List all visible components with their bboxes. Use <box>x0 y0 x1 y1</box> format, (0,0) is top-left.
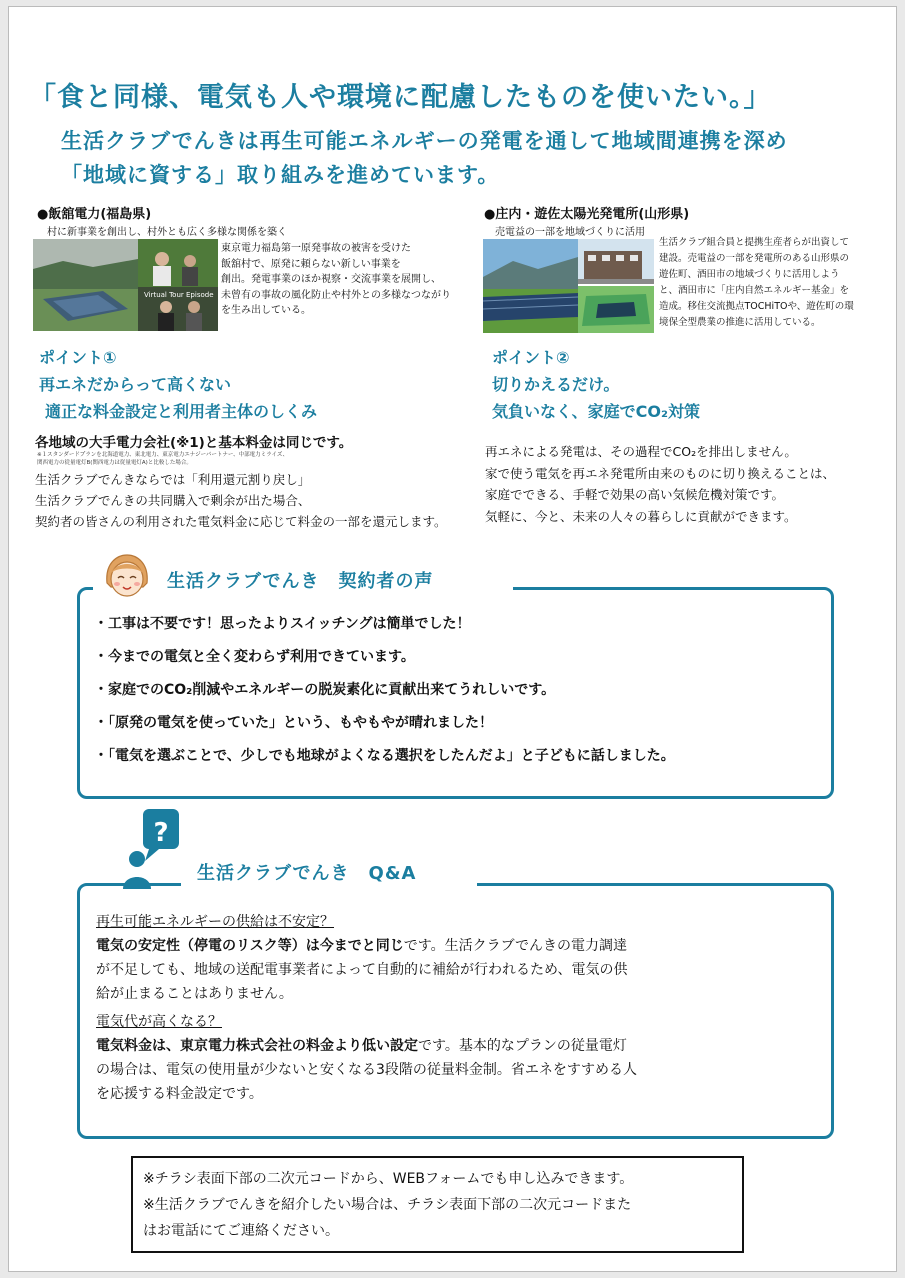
body-line: 気軽に、今と、未来の人々の暮らしに貢献ができます。 <box>485 508 797 524</box>
smiling-woman-icon <box>103 553 151 601</box>
right-photo-solar <box>483 239 578 333</box>
footnote-line: ※１スタンダードプランを北海道電力、東北電力、東京電力エナジーパートナー、中部電力ミライズ、 <box>37 452 289 458</box>
answer-1-text: が不足しても、地域の送配電事業者によって自動的に補給が行われるため、電気の供 <box>96 962 628 978</box>
body-line: 生活クラブでんきの共同購入で剰余が出た場合、 <box>35 493 311 508</box>
point-1-line-2: 適正な料金設定と利用者主体のしくみ <box>45 402 318 421</box>
desc-line: 創出。発電事業のほか視察・交流事業を展開し、 <box>221 274 441 285</box>
desc-line: 飯舘村で、原発に頼らない新しい事業を <box>221 258 401 270</box>
answer-1-text: 給が止まることはありません。 <box>96 986 293 1002</box>
point-1-lead: 各地域の大手電力会社(※1)と基本料金は同じです。 <box>35 435 353 451</box>
desc-line: 未曾有の事故の風化防止や村外との多様なつながり <box>221 289 451 301</box>
answer-2-text: の場合は、電気の使用量が少ないと安くなる3段階の従量料金制。省エネをすすめる人 <box>96 1062 638 1078</box>
desc-line: 生活クラブ組合員と提携生産者らが出資して <box>659 237 850 248</box>
right-photo-building <box>578 239 654 284</box>
voice-item: ・「電気を選ぶことで、少しでも地球がよくなる選択をしたんだよ」と子どもに話しました。 <box>94 748 675 764</box>
voice-item: ・「原発の電気を使っていた」という、もやもやが晴れました！ <box>94 715 493 731</box>
left-site-description <box>221 241 451 319</box>
desc-line: 東京電力福島第一原発事故の被害を受けた <box>221 243 411 254</box>
desc-line: 建設。売電益の一部を発電所のある山形県の <box>659 253 850 264</box>
flyer-page <box>8 6 897 1272</box>
point-2-line-1: 切りかえるだけ。 <box>492 375 620 394</box>
desc-line: 境保全型農業の推進に活用している。 <box>659 317 821 328</box>
right-site-subtitle: 売電益の一部を地域づくりに活用 <box>495 227 645 238</box>
point-1-footnote <box>37 451 288 467</box>
desc-line: 造成。移住交流拠点TOCHiTOや、遊佐町の環 <box>659 301 854 312</box>
svg-text:?: ? <box>153 818 169 848</box>
body-line: 家庭でできる、手軽で効果の高い気候危機対策です。 <box>485 487 785 502</box>
point-1 <box>39 344 317 425</box>
headline: 「食と同様、電気も人や環境に配慮したものを使いたい。」 <box>29 82 772 113</box>
voices-header <box>93 553 513 603</box>
voices-box <box>77 587 834 799</box>
qa-header <box>109 807 489 893</box>
voices-list <box>94 608 675 773</box>
right-site-description <box>659 235 854 331</box>
answer-2 <box>96 1034 816 1058</box>
body-line: 生活クラブでんきならでは「利用還元割り戻し」 <box>35 472 311 487</box>
question-1: 再生可能エネルギーの供給は不安定？ <box>96 914 334 930</box>
question-2: 電気代が高くなる？ <box>96 1014 222 1030</box>
voice-item: ・工事は不要です！思ったよりスイッチングは簡単でした！ <box>94 616 471 632</box>
subheadline-2: 「地域に資する」取り組みを進めています。 <box>61 163 500 187</box>
body-line: 家で使う電気を再エネ発電所由来のものに切り換えることは、 <box>485 465 836 481</box>
qa-box <box>77 883 834 1139</box>
footnote-line: 関西電力の従量電灯B(関西電力は従量電灯A)と比較した場合。 <box>37 460 192 466</box>
answer-2-emphasis: 電気料金は、東京電力株式会社の料金より低い設定 <box>96 1038 418 1054</box>
left-photo-landscape <box>33 239 138 331</box>
note-line: ※生活クラブでんきを紹介したい場合は、チラシ表面下部の二次元コードまた <box>143 1197 632 1213</box>
point-1-line-1: 再エネだからって高くない <box>39 375 232 394</box>
right-site-title: ●庄内・遊佐太陽光発電所(山形県) <box>484 207 690 222</box>
voice-item: ・家庭でのCO₂削減やエネルギーの脱炭素化に貢献出来てうれしいです。 <box>94 682 556 698</box>
point-2-line-2: 気負いなく、家庭でCO₂対策 <box>492 402 701 421</box>
left-site-title: ●飯舘電力(福島県) <box>37 207 152 222</box>
desc-line: と、酒田市に「庄内自然エネルギー基金」を <box>659 285 850 296</box>
left-photo-tour <box>138 239 218 331</box>
desc-line: を生み出している。 <box>221 305 311 316</box>
answer-1 <box>96 934 816 958</box>
photo-caption: Virtual Tour Episode <box>144 291 214 299</box>
point-1-body <box>35 469 447 532</box>
point-1-label: ポイント① <box>39 348 117 367</box>
left-site-subtitle: 村に新事業を創出し、村外とも広く多様な関係を築く <box>47 227 287 238</box>
qa-title: 生活クラブでんき Q&A <box>187 859 426 885</box>
answer-2-text: を応援する料金設定です。 <box>96 1086 263 1102</box>
note-line: はお電話にてご連絡ください。 <box>143 1223 339 1239</box>
answer-2-text: です。基本的なプランの従量電灯 <box>418 1038 627 1054</box>
point-2-body <box>485 441 835 527</box>
subheadline-1: 生活クラブでんきは再生可能エネルギーの発電を通して地域間連携を深め <box>61 129 788 153</box>
body-line: 再エネによる発電は、その過程でCO₂を排出しません。 <box>485 444 797 459</box>
note-line: ※チラシ表面下部の二次元コードから、WEBフォームでも申し込みできます。 <box>143 1171 634 1187</box>
note-box <box>131 1156 744 1253</box>
right-photo-field <box>578 286 654 333</box>
qa-content <box>96 910 816 1106</box>
body-line: 契約者の皆さんの利用された電気料金に応じて料金の一部を還元します。 <box>35 514 447 529</box>
answer-1-emphasis: 電気の安定性（停電のリスク等）は今までと同じ <box>96 938 404 954</box>
answer-1-text: です。生活クラブでんきの電力調達 <box>403 938 628 954</box>
note-text <box>143 1166 633 1244</box>
point-2-label: ポイント② <box>492 348 570 367</box>
voice-item: ・今までの電気と全く変わらず利用できています。 <box>94 649 415 665</box>
point-2 <box>492 344 700 425</box>
voices-title: 生活クラブでんき 契約者の声 <box>157 567 444 593</box>
desc-line: 遊佐町、酒田市の地域づくりに活用しよう <box>659 269 840 280</box>
